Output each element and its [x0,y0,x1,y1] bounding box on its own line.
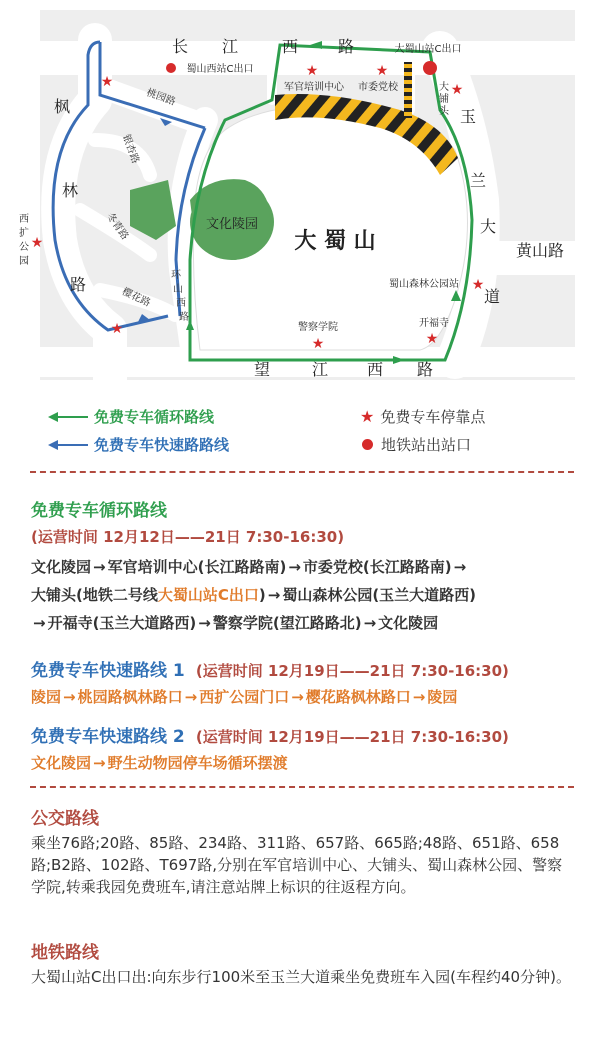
svg-text:江: 江 [311,360,329,379]
svg-text:枫: 枫 [53,97,71,116]
bus-title: 公交路线 [31,809,99,829]
svg-text:玉: 玉 [459,107,477,126]
divider [30,786,574,788]
svg-text:西: 西 [19,214,29,225]
svg-text:路: 路 [416,360,434,379]
loop-route-line-2: 大铺头(地铁二号线大蜀山站C出口) → 蜀山森林公园(玉兰大道路西) [31,586,477,604]
metro-title: 地铁路线 [31,943,99,963]
divider [30,471,574,473]
express1-title: 免费专车快速路线 1 [31,661,185,681]
svg-text:铺: 铺 [439,94,449,105]
metro-dot-icon [362,439,373,450]
express1-section [31,656,576,706]
stop-star-icon: ★ [425,331,439,347]
stop-star-icon: ★ [110,321,124,337]
legend-express: 免费专车快速路路线 [48,434,229,455]
svg-text:林: 林 [61,181,79,200]
blue-arrow-icon [48,439,88,451]
svg-text:园: 园 [19,256,29,267]
svg-text:市委党校: 市委党校 [358,82,398,93]
svg-text:西: 西 [281,37,299,56]
bus-text: 乘坐76路;20路、85路、234路、311路、657路、665路;48路、651路、658路;B2路、102路、T697路,分别在军官培训中心、大铺头、蜀山森林公园、警察学院,转乘我园免费班车,请注意站牌上标识的往返程方向。 [31,834,563,896]
express2-section [31,722,576,772]
svg-text:军官培训中心: 军官培训中心 [284,82,344,93]
svg-text:江: 江 [221,37,239,56]
stop-star-icon: ★ [305,63,319,79]
loop-route-line-1: 文化陵园 → 军官培训中心(长江路路南) → 市委党校(长江路路南) → [31,558,467,576]
legend-metro: 地铁站出站口 [362,434,471,455]
svg-text:公: 公 [19,242,29,253]
stop-star-icon: ★ [30,235,44,251]
star-icon: ★ [360,407,375,426]
svg-text:开福寺: 开福寺 [419,318,449,329]
svg-text:蜀山西站C出口: 蜀山西站C出口 [186,64,254,75]
express1-stops: 陵园 → 桃园路枫林路口 → 西扩公园门口 → 樱花路枫林路口 → 陵园 [31,688,458,706]
express2-title: 免费专车快速路线 2 [31,727,185,747]
svg-text:山: 山 [173,284,183,295]
loop-route-title: 免费专车循环路线 [31,501,167,521]
svg-text:望: 望 [253,360,271,379]
svg-text:文化陵园: 文化陵园 [205,217,259,232]
svg-text:西: 西 [366,360,384,379]
loop-route-time: (运营时间 12月12日——21日 7:30-16:30) [31,528,345,546]
legend-loop: 免费专车循环路线 [48,406,214,427]
stop-star-icon: ★ [375,63,389,79]
svg-text:黄山路: 黄山路 [515,241,565,260]
svg-text:路: 路 [337,37,355,56]
route-map [0,0,600,400]
svg-text:扩: 扩 [19,228,29,239]
svg-text:警察学院: 警察学院 [298,322,338,333]
svg-text:蜀山森林公园站: 蜀山森林公园站 [389,279,459,290]
stop-star-icon: ★ [450,82,464,98]
bus-section [31,804,576,896]
stop-star-icon: ★ [471,277,485,293]
svg-text:大蜀山站C出口: 大蜀山站C出口 [394,44,462,55]
stop-star-icon: ★ [100,74,114,90]
svg-text:大: 大 [439,82,449,93]
svg-text:桃园路: 桃园路 [144,87,177,108]
express2-time: (运营时间 12月19日——21日 7:30-16:30) [195,728,509,746]
stop-star-icon: ★ [311,336,325,352]
express2-stops: 文化陵园 → 野生动物园停车场循环摆渡 [31,754,288,772]
green-arrow-icon [48,411,88,423]
svg-text:长: 长 [171,37,189,56]
legend-stop: ★ 免费专车停靠点 [360,407,486,426]
svg-text:银杏路: 银杏路 [120,133,141,166]
svg-text:大 蜀 山: 大 蜀 山 [294,229,376,254]
metro-text: 大蜀山站C出口出:向东步行100米至玉兰大道乘坐免费班车入园(车程约40分钟)。 [31,968,571,986]
svg-text:路: 路 [179,312,189,323]
svg-text:西: 西 [176,298,186,309]
express1-time: (运营时间 12月19日——21日 7:30-16:30) [195,662,509,680]
metro-section [31,938,576,986]
svg-text:大: 大 [479,217,497,236]
svg-text:道: 道 [483,287,501,306]
loop-route-line-3: → 开福寺(玉兰大道路西) → 警察学院(望江路路北) → 文化陵园 [33,614,439,632]
map-legend [48,406,568,458]
svg-text:头: 头 [439,106,449,117]
svg-text:环: 环 [171,270,181,281]
svg-text:路: 路 [69,275,87,294]
svg-text:冬青路: 冬青路 [103,211,131,243]
svg-text:兰: 兰 [469,171,487,190]
svg-text:樱花路: 樱花路 [120,286,152,310]
loop-route-section [31,496,576,632]
